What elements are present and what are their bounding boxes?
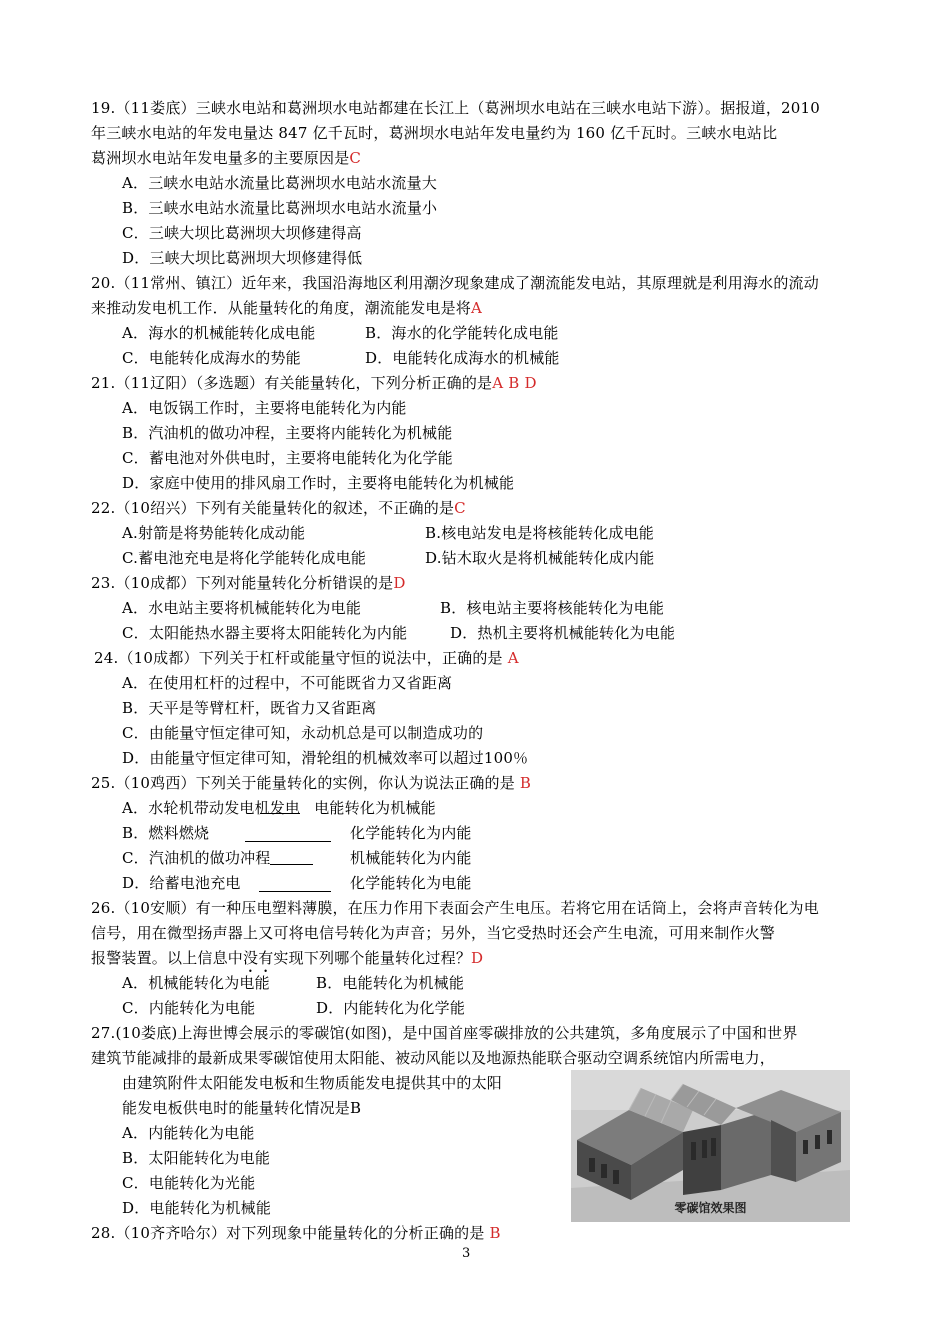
- q26-option-b: B．电能转化为机械能: [316, 974, 465, 992]
- q19-option-c: C．三峡大坝比葛洲坝大坝修建得高: [122, 224, 362, 242]
- q25-option-a-example: A．水轮机带动发电机发电: [122, 799, 301, 817]
- q27-line2: 建筑节能减排的最新成果零碳馆使用太阳能、被动风能以及地源热能联合驱动空调系统馆内所需电力，: [91, 1049, 776, 1067]
- q21-stem: 21.（11辽阳）（多选题）有关能量转化，下列分析正确的是: [91, 374, 493, 392]
- q27-line4: [122, 1096, 361, 1121]
- q24-option-d: D．由能量守恒定律可知，滑轮组的机械效率可以超过100％: [122, 749, 529, 767]
- q19-line2: 年三峡水电站的年发电量达 847 亿千瓦时，葛洲坝水电站年发电量约为 160 亿千瓦时。三峡水电站比: [91, 124, 778, 142]
- q25-option-a: [122, 796, 436, 821]
- q20-option-a: A．海水的机械能转化成电能: [122, 324, 316, 342]
- q20-option-d: D．电能转化成海水的机械能: [365, 349, 560, 367]
- q25-option-c-example: C．汽油机的做功冲程: [122, 849, 271, 867]
- q28-stem: 28.（10齐齐哈尔）对下列现象中能量转化的分析正确的是: [91, 1224, 485, 1242]
- q25-option-d: [122, 871, 241, 896]
- q25-option-a-conversion: 电能转化为机械能: [314, 799, 436, 817]
- q23-answer: D: [393, 574, 406, 592]
- q25-option-b: [122, 821, 209, 846]
- q25-stem: 25.（10鸡西）下列关于能量转化的实例，你认为说法正确的是: [91, 774, 515, 792]
- q24-option-b: B．天平是等臂杠杆，既省力又省距离: [122, 699, 377, 717]
- q27-stem-end: 能发电板供电时的能量转化情况是: [122, 1099, 351, 1117]
- q19-line3: [91, 146, 361, 171]
- q21-line1: [91, 371, 537, 396]
- q25-option-d-example: D．给蓄电池充电: [122, 874, 241, 892]
- q25-option-c: [122, 846, 313, 871]
- q19-option-b: B．三峡水电站水流量比葛洲坝水电站水流量小: [122, 199, 438, 217]
- q23-option-b: B．核电站主要将核能转化为电能: [440, 599, 665, 617]
- q23-option-a: A．水电站主要将机械能转化为电能: [122, 599, 362, 617]
- q26-line2: 信号，用在微型扬声器上又可将电信号转化为声音；另外，当它受热时还会产生电流，可用来制作火警: [91, 924, 776, 942]
- q22-option-a: A.射箭是将势能转化成动能: [122, 524, 306, 542]
- q27-option-b: B．太阳能转化为电能: [122, 1149, 271, 1167]
- q24-option-a: A．在使用杠杆的过程中，不可能既省力又省距离: [122, 674, 453, 692]
- q26-stem-c: 实现下列哪个能量转化过程？: [273, 949, 472, 967]
- q19-option-a: A．三峡水电站水流量比葛洲坝水电站水流量大: [122, 174, 438, 192]
- q20-line1: 20.（11常州、镇江）近年来，我国沿海地区利用潮汐现象建成了潮流能发电站，其原理就是利用海水的流动: [91, 274, 819, 292]
- q22-line1: [91, 496, 466, 521]
- q24-option-c: C．由能量守恒定律可知，永动机总是可以制造成功的: [122, 724, 484, 742]
- q24-answer: A: [507, 649, 519, 667]
- q22-stem: 22.（10绍兴）下列有关能量转化的叙述，不正确的是: [91, 499, 455, 517]
- q23-line1: [91, 571, 406, 596]
- q19-line1: 19.（11娄底）三峡水电站和葛洲坝水电站都建在长江上（葛洲坝水电站在三峡水电站下游）。据报道，2010: [91, 99, 821, 117]
- q22-option-c: C.蓄电池充电是将化学能转化成电能: [122, 549, 367, 567]
- q19-answer: C: [349, 149, 362, 167]
- q28-line1: [91, 1221, 501, 1246]
- q19-option-d: D．三峡大坝比葛洲坝大坝修建得低: [122, 249, 363, 267]
- q25-option-d-conversion: 化学能转化为电能: [350, 874, 472, 892]
- zero-carbon-pavilion-figure: [571, 1070, 850, 1222]
- q21-option-d: D．家庭中使用的排风扇工作时，主要将电能转化为机械能: [122, 474, 515, 492]
- q23-option-d: D．热机主要将机械能转化为电能: [450, 624, 676, 642]
- q22-option-d: D.钻木取火是将机械能转化成内能: [425, 549, 655, 567]
- page-number: 3: [462, 1246, 471, 1261]
- q27-option-c: C．电能转化为光能: [122, 1174, 256, 1192]
- q25-answer: B: [519, 774, 532, 792]
- q21-answer: A B D: [492, 374, 537, 392]
- q22-option-b: B.核电站发电是将核能转化成电能: [425, 524, 654, 542]
- q26-option-c: C．内能转化为电能: [122, 999, 256, 1017]
- q20-option-b: B．海水的化学能转化成电能: [365, 324, 559, 342]
- q26-answer: D: [471, 949, 484, 967]
- q26-option-a: A．机械能转化为电能: [122, 974, 270, 992]
- q22-answer: C: [454, 499, 466, 517]
- q20-stem-end: 来推动发电机工作．从能量转化的角度，潮流能发电是将: [91, 299, 472, 317]
- q27-line3: 由建筑附件太阳能发电板和生物质能发电提供其中的太阳: [122, 1074, 503, 1092]
- q25-option-b-blank: [245, 826, 331, 842]
- q28-answer: B: [489, 1224, 501, 1242]
- figure-caption: 零碳馆效果图: [674, 1201, 747, 1215]
- q21-option-b: B．汽油机的做功冲程，主要将内能转化为机械能: [122, 424, 453, 442]
- q27-line1: 27.(10娄底)上海世博会展示的零碳馆(如图)，是中国首座零碳排放的公共建筑，多角度展示了中国和世界: [91, 1024, 798, 1042]
- q19-stem-end: 葛洲坝水电站年发电量多的主要原因是: [91, 149, 350, 167]
- q20-option-c: C．电能转化成海水的势能: [122, 349, 301, 367]
- q25-option-a-blank: [260, 801, 300, 814]
- q20-answer: A: [471, 299, 483, 317]
- q26-line1: 26.（10安顺）有一种压电塑料薄膜，在压力作用下表面会产生电压。若将它用在话筒上，会将声音转化为电: [91, 899, 819, 917]
- q24-line1: [94, 646, 519, 671]
- q26-option-d: D．内能转化为化学能: [316, 999, 466, 1017]
- q21-option-a: A．电饭锅工作时，主要将电能转化为内能: [122, 399, 407, 417]
- q27-option-d: D．电能转化为机械能: [122, 1199, 272, 1217]
- q27-answer: B: [350, 1099, 362, 1117]
- q25-option-c-conversion: 机械能转化为内能: [350, 849, 472, 867]
- q26-emphasis: 没有: [243, 949, 274, 967]
- q25-option-b-example: B．燃料燃烧: [122, 824, 210, 842]
- q25-line1: [91, 771, 531, 796]
- q24-stem: 24.（10成都）下列关于杠杆或能量守恒的说法中，正确的是: [94, 649, 503, 667]
- q26-stem-a: 报警装置。以上信息中: [91, 949, 244, 967]
- q20-line2: [91, 296, 482, 321]
- q27-option-a: A．内能转化为电能: [122, 1124, 255, 1142]
- q23-stem: 23.（10成都）下列对能量转化分析错误的是: [91, 574, 394, 592]
- q21-option-c: C．蓄电池对外供电时，主要将电能转化为化学能: [122, 449, 453, 467]
- q25-option-b-conversion: 化学能转化为内能: [350, 824, 472, 842]
- q23-option-c: C．太阳能热水器主要将太阳能转化为内能: [122, 624, 408, 642]
- q26-line3: [91, 946, 483, 971]
- q25-option-d-blank: [259, 876, 331, 892]
- q25-option-c-blank: [270, 849, 313, 865]
